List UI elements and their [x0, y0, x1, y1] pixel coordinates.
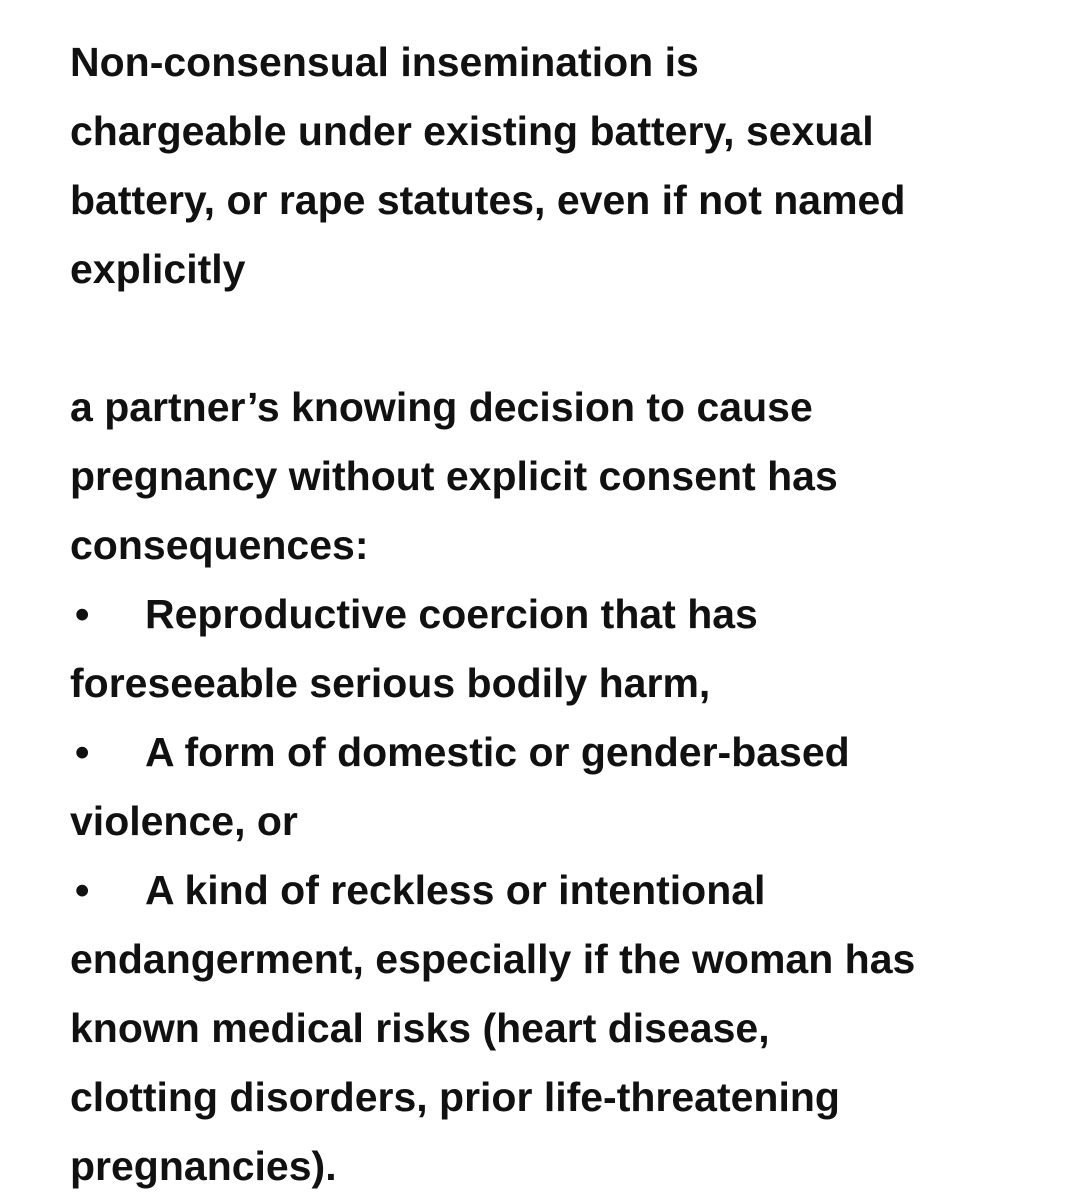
- bullet-marker: •: [75, 729, 90, 775]
- bullet-text: Reproductive coercion that has: [145, 591, 758, 637]
- bullet-item: [70, 856, 1050, 925]
- bullet-continuation: endangerment, especially if the woman has: [70, 936, 916, 982]
- paragraph-spacer: [70, 304, 1050, 373]
- bullet-continuation: foreseeable serious bodily harm,: [70, 660, 711, 706]
- note-text: [70, 28, 1050, 1201]
- paragraph-line: pregnancy without explicit consent has: [70, 453, 838, 499]
- bullet-continuation: known medical risks (heart disease,: [70, 1005, 770, 1051]
- paragraph-line: explicitly: [70, 246, 246, 292]
- bullet-continuation: pregnancies).: [70, 1143, 337, 1189]
- paragraph-line: battery, or rape statutes, even if not named: [70, 177, 906, 223]
- bullet-text: A form of domestic or gender-based: [145, 729, 850, 775]
- paragraph-line: Non-consensual insemination is: [70, 39, 699, 85]
- bullet-marker: •: [75, 591, 90, 637]
- bullet-continuation: clotting disorders, prior life-threatening: [70, 1074, 840, 1120]
- bullet-marker: •: [75, 867, 90, 913]
- bullet-item: [70, 580, 1050, 649]
- paragraph-line: consequences:: [70, 522, 369, 568]
- bullet-text: A kind of reckless or intentional: [145, 867, 766, 913]
- bullet-item: [70, 718, 1050, 787]
- paragraph-line: a partner’s knowing decision to cause: [70, 384, 813, 430]
- paragraph-line: chargeable under existing battery, sexual: [70, 108, 874, 154]
- bullet-continuation: violence, or: [70, 798, 298, 844]
